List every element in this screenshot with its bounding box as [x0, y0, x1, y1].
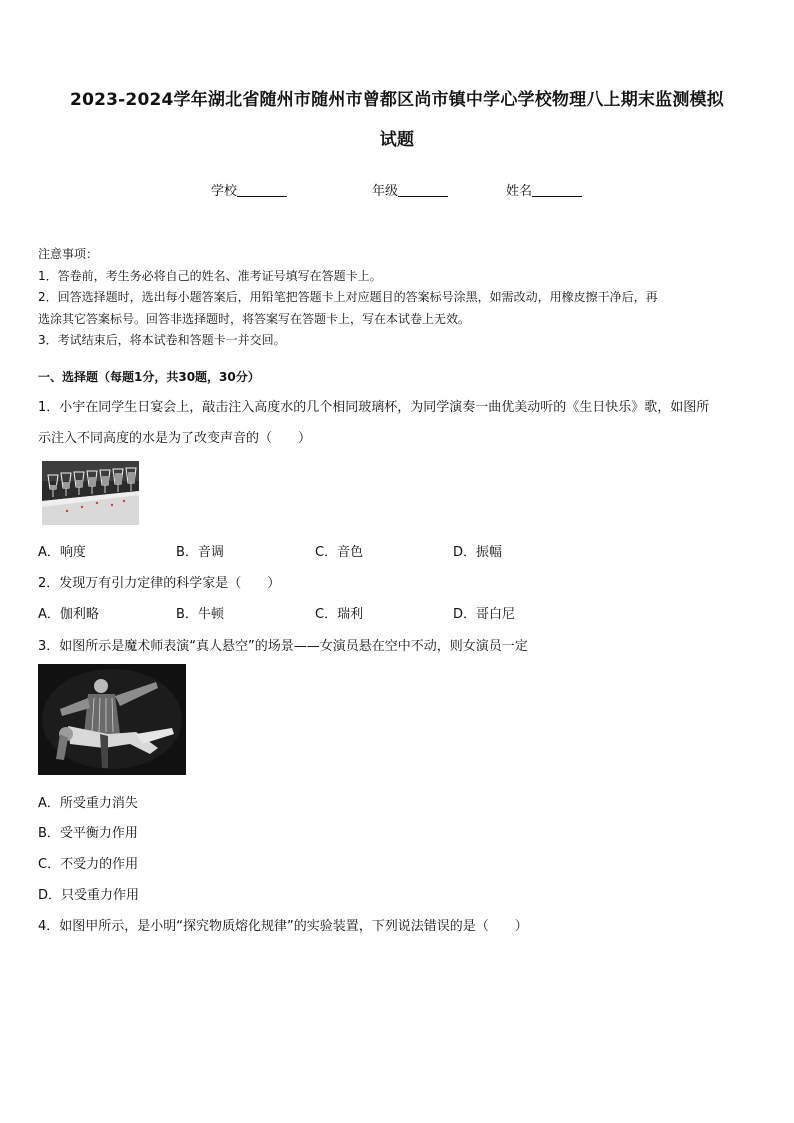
- section-heading: 一、选择题（每题1分，共30题，30分）: [38, 370, 260, 384]
- school-label: 学校: [211, 184, 238, 199]
- grade-label: 年级: [372, 184, 399, 199]
- q2-option-a[interactable]: A．伽利略: [38, 607, 99, 622]
- grade-field[interactable]: [372, 180, 448, 199]
- notes-heading: 注意事项：: [38, 247, 99, 261]
- question-1-line2: 示注入不同高度的水是为了改变声音的（ ）: [38, 431, 312, 446]
- school-field[interactable]: [211, 180, 287, 199]
- question-1-line1: 1．小宇在同学生日宴会上，敲击注入高度水的几个相同玻璃杯，为同学演奏一曲优美动听的《生日快乐》歌，如图所: [38, 400, 710, 415]
- question-4-line1: 4．如图甲所示，是小明“探究物质熔化规律”的实验装置，下列说法错误的是（ ）: [38, 919, 528, 934]
- question-3-line1: 3．如图所示是魔术师表演“真人悬空”的场景——女演员悬在空中不动，则女演员一定: [38, 639, 528, 654]
- q1-option-c[interactable]: C．音色: [315, 545, 364, 560]
- exam-title-line2: 试题: [379, 130, 415, 150]
- q3-option-a[interactable]: A．所受重力消失: [38, 796, 138, 811]
- q1-option-d[interactable]: D．振幅: [453, 545, 503, 560]
- notes-block: [38, 244, 768, 352]
- magician-figure: [38, 664, 186, 775]
- notes-line: 2．回答选择题时，选出每小题答案后，用铅笔把答题卡上对应题目的答案标号涂黑，如需改动，用橡皮擦干净后，再: [38, 290, 658, 304]
- notes-line: 3．考试结束后，将本试卷和答题卡一并交回。: [38, 333, 286, 347]
- q2-option-c[interactable]: C．瑞利: [315, 607, 364, 622]
- question-2-line1: 2．发现万有引力定律的科学家是（ ）: [38, 576, 281, 591]
- glasses-figure: [42, 461, 139, 525]
- name-blank[interactable]: [532, 184, 582, 197]
- q2-option-b[interactable]: B．牛顿: [176, 607, 224, 622]
- q2-option-d[interactable]: D．哥白尼: [453, 607, 516, 622]
- exam-title-line1: 2023-2024学年湖北省随州市随州市曾都区尚市镇中学心学校物理八上期末监测模拟: [70, 90, 724, 110]
- notes-line: 1．答卷前，考生务必将自己的姓名、准考证号填写在答题卡上。: [38, 268, 382, 283]
- q3-option-c[interactable]: C．不受力的作用: [38, 857, 139, 872]
- notes-line: 选涂其它答案标号。回答非选择题时，将答案写在答题卡上，写在本试卷上无效。: [38, 311, 471, 326]
- q3-option-d[interactable]: D．只受重力作用: [38, 888, 140, 903]
- name-label: 姓名: [506, 184, 533, 199]
- q1-option-b[interactable]: B．音调: [176, 545, 224, 560]
- school-blank[interactable]: [237, 184, 287, 197]
- grade-blank[interactable]: [398, 184, 448, 197]
- q1-option-a[interactable]: A．响度: [38, 545, 86, 560]
- name-field[interactable]: [506, 180, 582, 199]
- q3-option-b[interactable]: B．受平衡力作用: [38, 826, 138, 841]
